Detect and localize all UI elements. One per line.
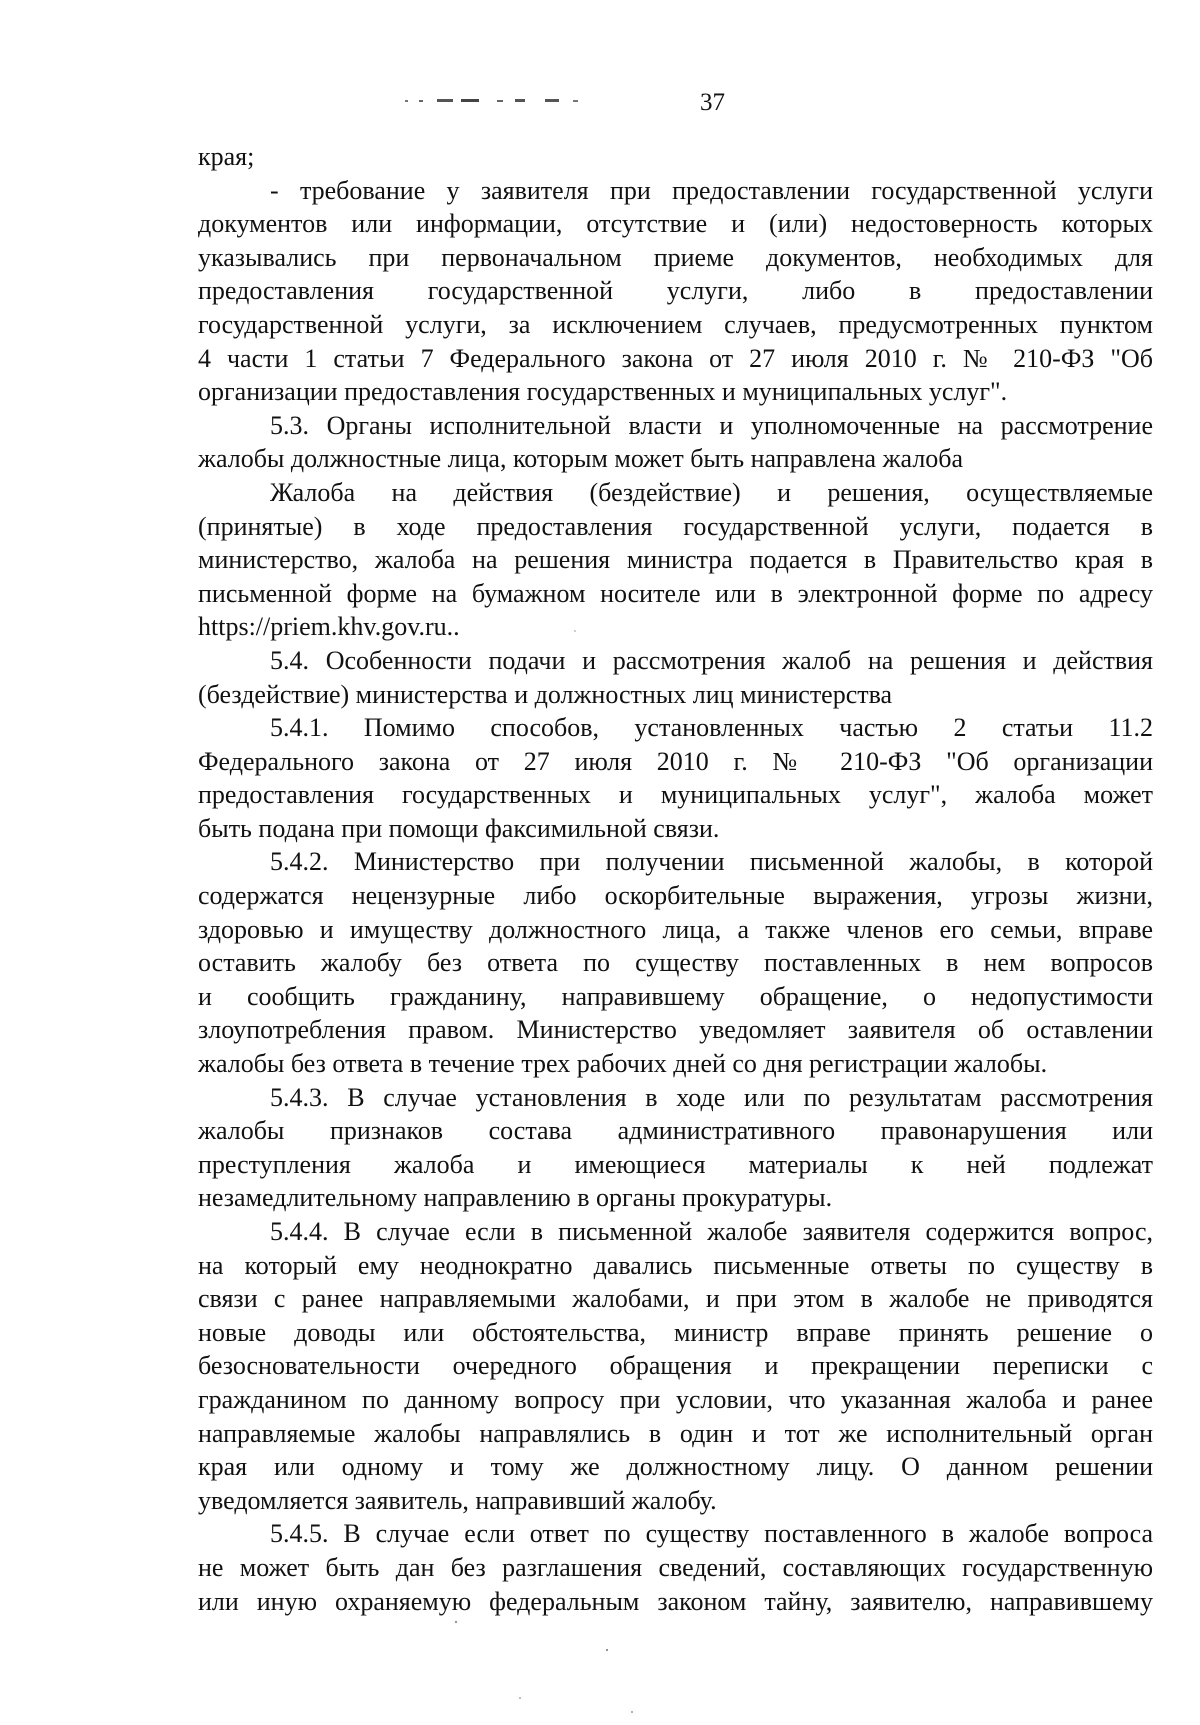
- text-line: гражданином по данному вопросу при условии, что указанная жалоба и ранее: [198, 1384, 1153, 1414]
- text-line: жалобы должностные лица, которым может быть направлена жалоба: [198, 444, 964, 474]
- text-line: новые доводы или обстоятельства, министр вправе принять решение о: [198, 1317, 1153, 1347]
- text-line: края;: [198, 142, 255, 171]
- text-line: письменной форме на бумажном носителе или в электронной форме по адресу: [198, 578, 1153, 608]
- text-line: оставить жалобу без ответа по существу поставленных в нем вопросов: [198, 948, 1153, 978]
- text-line: - требование у заявителя при предоставлении государственной услуги: [270, 175, 1153, 205]
- text-line: предоставления государственной услуги, либо в предоставлении: [198, 276, 1153, 306]
- text-line: организации предоставления государственных и муниципальных услуг".: [198, 377, 1008, 407]
- text-line: связи с ранее направляемыми жалобами, и при этом в жалобе не приводятся: [198, 1284, 1153, 1314]
- text-line: (бездействие) министерства и должностных лиц министерства: [198, 679, 893, 709]
- text-line: края или одному и тому же должностному лицу. О данном решении: [198, 1452, 1153, 1482]
- text-line: министерство, жалоба на решения министра подается в Правительство края в: [198, 545, 1153, 575]
- text-line: Жалоба на действия (бездействие) и решения, осуществляемые: [270, 477, 1153, 507]
- text-line: предоставления государственных и муниципальных услуг", жалоба может: [198, 780, 1153, 810]
- text-line: 5.4.1. Помимо способов, установленных частью 2 статьи 11.2: [270, 713, 1153, 743]
- text-line: здоровью и имуществу должностного лица, а также членов его семьи, вправе: [198, 914, 1153, 944]
- text-line: https://priem.khv.gov.ru..: [198, 612, 460, 642]
- page-number: 37: [700, 89, 725, 116]
- text-line: жалобы признаков состава административного правонарушения или: [198, 1116, 1153, 1146]
- text-line: на который ему неоднократно давались письменные ответы по существу в: [198, 1250, 1153, 1280]
- text-line: преступления жалоба и имеющиеся материалы к ней подлежат: [198, 1149, 1153, 1179]
- text-line: документов или информации, отсутствие и (или) недостоверность которых: [198, 209, 1153, 239]
- text-line: безосновательности очередного обращения и прекращении переписки с: [198, 1351, 1153, 1381]
- text-line: Федерального закона от 27 июля 2010 г. № 210-ФЗ "Об организации: [198, 746, 1153, 776]
- text-line: 5.4.4. В случае если в письменной жалобе заявителя содержится вопрос,: [270, 1217, 1153, 1246]
- text-line: указывались при первоначальном приеме документов, необходимых для: [198, 242, 1153, 272]
- text-line: 5.4.2. Министерство при получении письменной жалобы, в которой: [270, 847, 1153, 877]
- text-line: направляемые жалобы направлялись в один и тот же исполнительный орган: [198, 1418, 1153, 1448]
- text-line: незамедлительному направлению в органы прокуратуры.: [198, 1183, 833, 1213]
- text-line: быть подана при помощи факсимильной связи.: [198, 813, 720, 843]
- text-line: 5.4.5. В случае если ответ по существу поставленного в жалобе вопроса: [270, 1519, 1153, 1549]
- text-line: государственной услуги, за исключением случаев, предусмотренных пунктом: [198, 309, 1153, 339]
- text-line: или иную охраняемую федеральным законом тайну, заявителю, направившему: [198, 1586, 1153, 1616]
- document-body: [198, 140, 1153, 1618]
- text-line: 4 части 1 статьи 7 Федерального закона от 27 июля 2010 г. № 210-ФЗ "Об: [198, 343, 1153, 373]
- text-line: 5.4.3. В случае установления в ходе или по результатам рассмотрения: [270, 1082, 1153, 1112]
- scan-artifact-marks: [405, 97, 645, 105]
- text-line: 5.4. Особенности подачи и рассмотрения жалоб на решения и действия: [270, 645, 1153, 675]
- text-line: уведомляется заявитель, направивший жалобу.: [198, 1485, 717, 1515]
- text-line: не может быть дан без разглашения сведений, составляющих государственную: [198, 1552, 1153, 1582]
- text-line: содержатся нецензурные либо оскорбительные выражения, угрозы жизни,: [198, 881, 1153, 911]
- text-line: и сообщить гражданину, направившему обращение, о недопустимости: [198, 981, 1153, 1011]
- text-line: (принятые) в ходе предоставления государственной услуги, подается в: [198, 511, 1153, 541]
- text-line: жалобы без ответа в течение трех рабочих дней со дня регистрации жалобы.: [198, 1049, 1048, 1079]
- text-line: 5.3. Органы исполнительной власти и уполномоченные на рассмотрение: [270, 410, 1153, 440]
- text-line: злоупотребления правом. Министерство уведомляет заявителя об оставлении: [198, 1015, 1153, 1045]
